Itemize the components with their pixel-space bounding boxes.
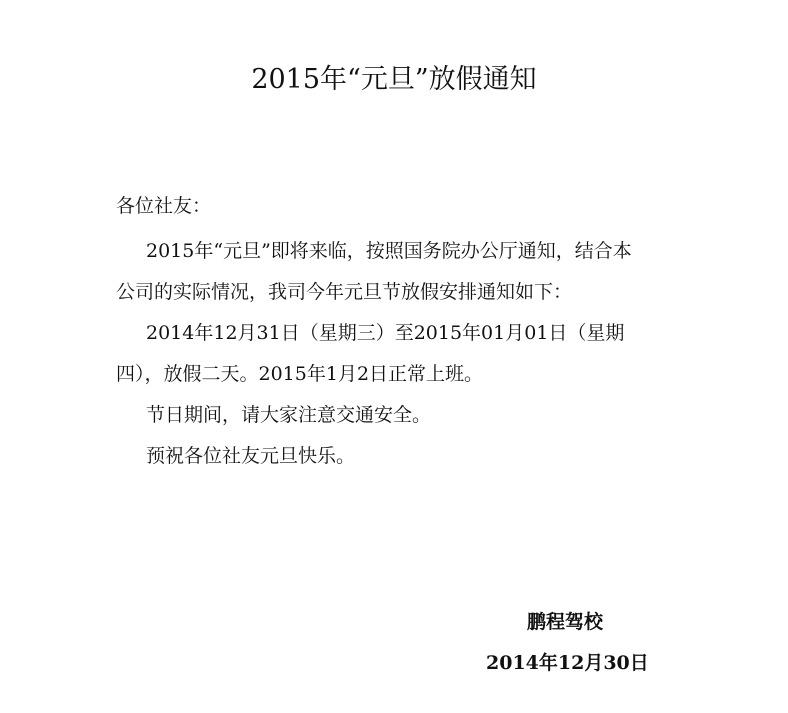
body-line: 四），放假二天。2015年1月2日正常上班。 [116, 363, 484, 385]
body-line: 节日期间，请大家注意交通安全。 [146, 404, 432, 426]
body-line: 2015年“元旦”即将来临，按照国务院办公厅通知，结合本 [146, 240, 632, 262]
notice-body [116, 231, 676, 477]
notice-title: 2015年“元旦”放假通知 [251, 64, 537, 95]
salutation: 各位社友： [116, 195, 212, 217]
body-line: 2014年12月31日（星期三）至2015年01月01日（星期 [146, 322, 625, 344]
body-line: 公司的实际情况，我司今年元旦节放假安排通知如下： [116, 281, 573, 303]
body-line: 预祝各位社友元旦快乐。 [146, 445, 356, 467]
signature-name: 鹏程驾校 [527, 611, 604, 633]
signature-date: 2014年12月30日 [486, 652, 649, 674]
